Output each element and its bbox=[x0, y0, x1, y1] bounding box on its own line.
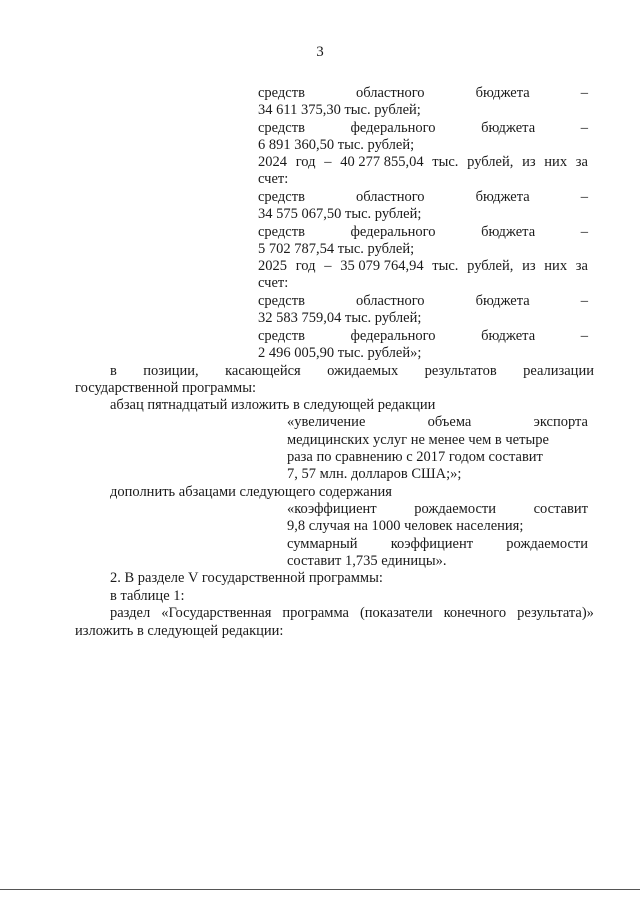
quote-birthrate-line-3 bbox=[287, 535, 588, 553]
word: из bbox=[522, 258, 536, 274]
word: федерального bbox=[350, 120, 436, 136]
word: них bbox=[544, 258, 568, 274]
federal-budget-line-2 bbox=[258, 223, 588, 241]
word: год bbox=[295, 154, 316, 170]
word: бюджета bbox=[475, 293, 530, 309]
word: конечного bbox=[443, 605, 507, 621]
federal-budget-amount-1: 6 891 360,50 тыс. рублей; bbox=[258, 137, 415, 153]
word: средств bbox=[258, 328, 305, 344]
word: раздел bbox=[110, 605, 151, 621]
federal-budget-amount-2: 5 702 787,54 тыс. рублей; bbox=[258, 241, 415, 257]
quote-export-line-3: раза по сравнению с 2017 годом составит bbox=[287, 449, 543, 465]
supplement-instruction: дополнить абзацами следующего содержания bbox=[110, 484, 392, 500]
word: областного bbox=[355, 189, 425, 205]
regional-budget-line-1 bbox=[258, 84, 588, 102]
word: рублей, bbox=[467, 258, 514, 274]
quote-birthrate-line-1 bbox=[287, 500, 588, 518]
word: бюджета bbox=[475, 189, 530, 205]
page-bottom-rule bbox=[0, 889, 640, 890]
word: ожидаемых bbox=[327, 363, 399, 379]
federal-budget-amount-3: 2 496 005,90 тыс. рублей»; bbox=[258, 345, 422, 361]
word: областного bbox=[355, 85, 425, 101]
word: объема bbox=[427, 414, 472, 430]
year-2024-line bbox=[258, 153, 588, 171]
year-2025-account: счет: bbox=[258, 275, 289, 291]
page-number: 3 bbox=[316, 44, 324, 60]
federal-budget-line-1 bbox=[258, 119, 588, 137]
word: тыс. bbox=[432, 154, 459, 170]
word: экспорта bbox=[533, 414, 588, 430]
section-2-line-4: изложить в следующей редакции: bbox=[75, 623, 284, 639]
word: них bbox=[544, 154, 568, 170]
word: из bbox=[522, 154, 536, 170]
word: – bbox=[580, 328, 588, 344]
word: – bbox=[580, 120, 588, 136]
word: – bbox=[324, 154, 332, 170]
word: 2024 bbox=[258, 154, 287, 170]
word: средств bbox=[258, 293, 305, 309]
section-2-line-3 bbox=[110, 604, 594, 622]
word: за bbox=[575, 154, 588, 170]
word: «коэффициент bbox=[287, 501, 377, 517]
word: реализации bbox=[523, 363, 594, 379]
word: 35 079 764,94 bbox=[340, 258, 424, 274]
word: – bbox=[580, 85, 588, 101]
word: 40 277 855,04 bbox=[340, 154, 424, 170]
word: результатов bbox=[424, 363, 497, 379]
word: результата)» bbox=[517, 605, 594, 621]
word: бюджета bbox=[475, 85, 530, 101]
word: областного bbox=[355, 293, 425, 309]
word: суммарный bbox=[287, 536, 358, 552]
word: бюджета bbox=[481, 224, 536, 240]
word: программа bbox=[282, 605, 349, 621]
year-2025-line bbox=[258, 257, 588, 275]
word: бюджета bbox=[481, 328, 536, 344]
quote-birthrate-line-2: 9,8 случая на 1000 человек населения; bbox=[287, 518, 524, 534]
regional-budget-line-2 bbox=[258, 188, 588, 206]
word: позиции, bbox=[143, 363, 199, 379]
word: «увеличение bbox=[287, 414, 366, 430]
word: средств bbox=[258, 224, 305, 240]
year-2024-account: счет: bbox=[258, 171, 289, 187]
quote-export-line-1 bbox=[287, 413, 588, 431]
table-1-reference: в таблице 1: bbox=[110, 588, 185, 604]
word: тыс. bbox=[432, 258, 459, 274]
word: – bbox=[324, 258, 332, 274]
word: федерального bbox=[350, 328, 436, 344]
word: год bbox=[295, 258, 316, 274]
regional-budget-amount-2: 34 575 067,50 тыс. рублей; bbox=[258, 206, 422, 222]
regional-budget-line-3 bbox=[258, 292, 588, 310]
word: 2025 bbox=[258, 258, 287, 274]
quote-export-line-2: медицинских услуг не менее чем в четыре bbox=[287, 432, 549, 448]
word: «Государственная bbox=[161, 605, 272, 621]
word: коэффициент bbox=[390, 536, 474, 552]
word: касающейся bbox=[225, 363, 301, 379]
federal-budget-line-3 bbox=[258, 327, 588, 345]
word: в bbox=[110, 363, 117, 379]
regional-budget-amount-3: 32 583 759,04 тыс. рублей; bbox=[258, 310, 422, 326]
word: федерального bbox=[350, 224, 436, 240]
regional-budget-amount-1: 34 611 375,30 тыс. рублей; bbox=[258, 102, 421, 118]
word: – bbox=[580, 224, 588, 240]
position-line-1 bbox=[110, 362, 594, 380]
word: – bbox=[580, 293, 588, 309]
word: (показатели bbox=[359, 605, 433, 621]
quote-export-line-4: 7, 57 млн. долларов США;»; bbox=[287, 466, 462, 482]
word: рождаемости bbox=[414, 501, 496, 517]
word: средств bbox=[258, 189, 305, 205]
section-2-heading: 2. В разделе V государственной программы: bbox=[110, 570, 383, 586]
word: средств bbox=[258, 120, 305, 136]
word: – bbox=[580, 189, 588, 205]
quote-birthrate-line-4: составит 1,735 единицы». bbox=[287, 553, 447, 569]
word: рождаемости bbox=[506, 536, 588, 552]
paragraph-fifteen-instruction: абзац пятнадцатый изложить в следующей редакции bbox=[110, 397, 436, 413]
word: бюджета bbox=[481, 120, 536, 136]
word: средств bbox=[258, 85, 305, 101]
position-line-2: государственной программы: bbox=[75, 380, 256, 396]
word: составит bbox=[533, 501, 588, 517]
word: за bbox=[575, 258, 588, 274]
word: рублей, bbox=[467, 154, 514, 170]
